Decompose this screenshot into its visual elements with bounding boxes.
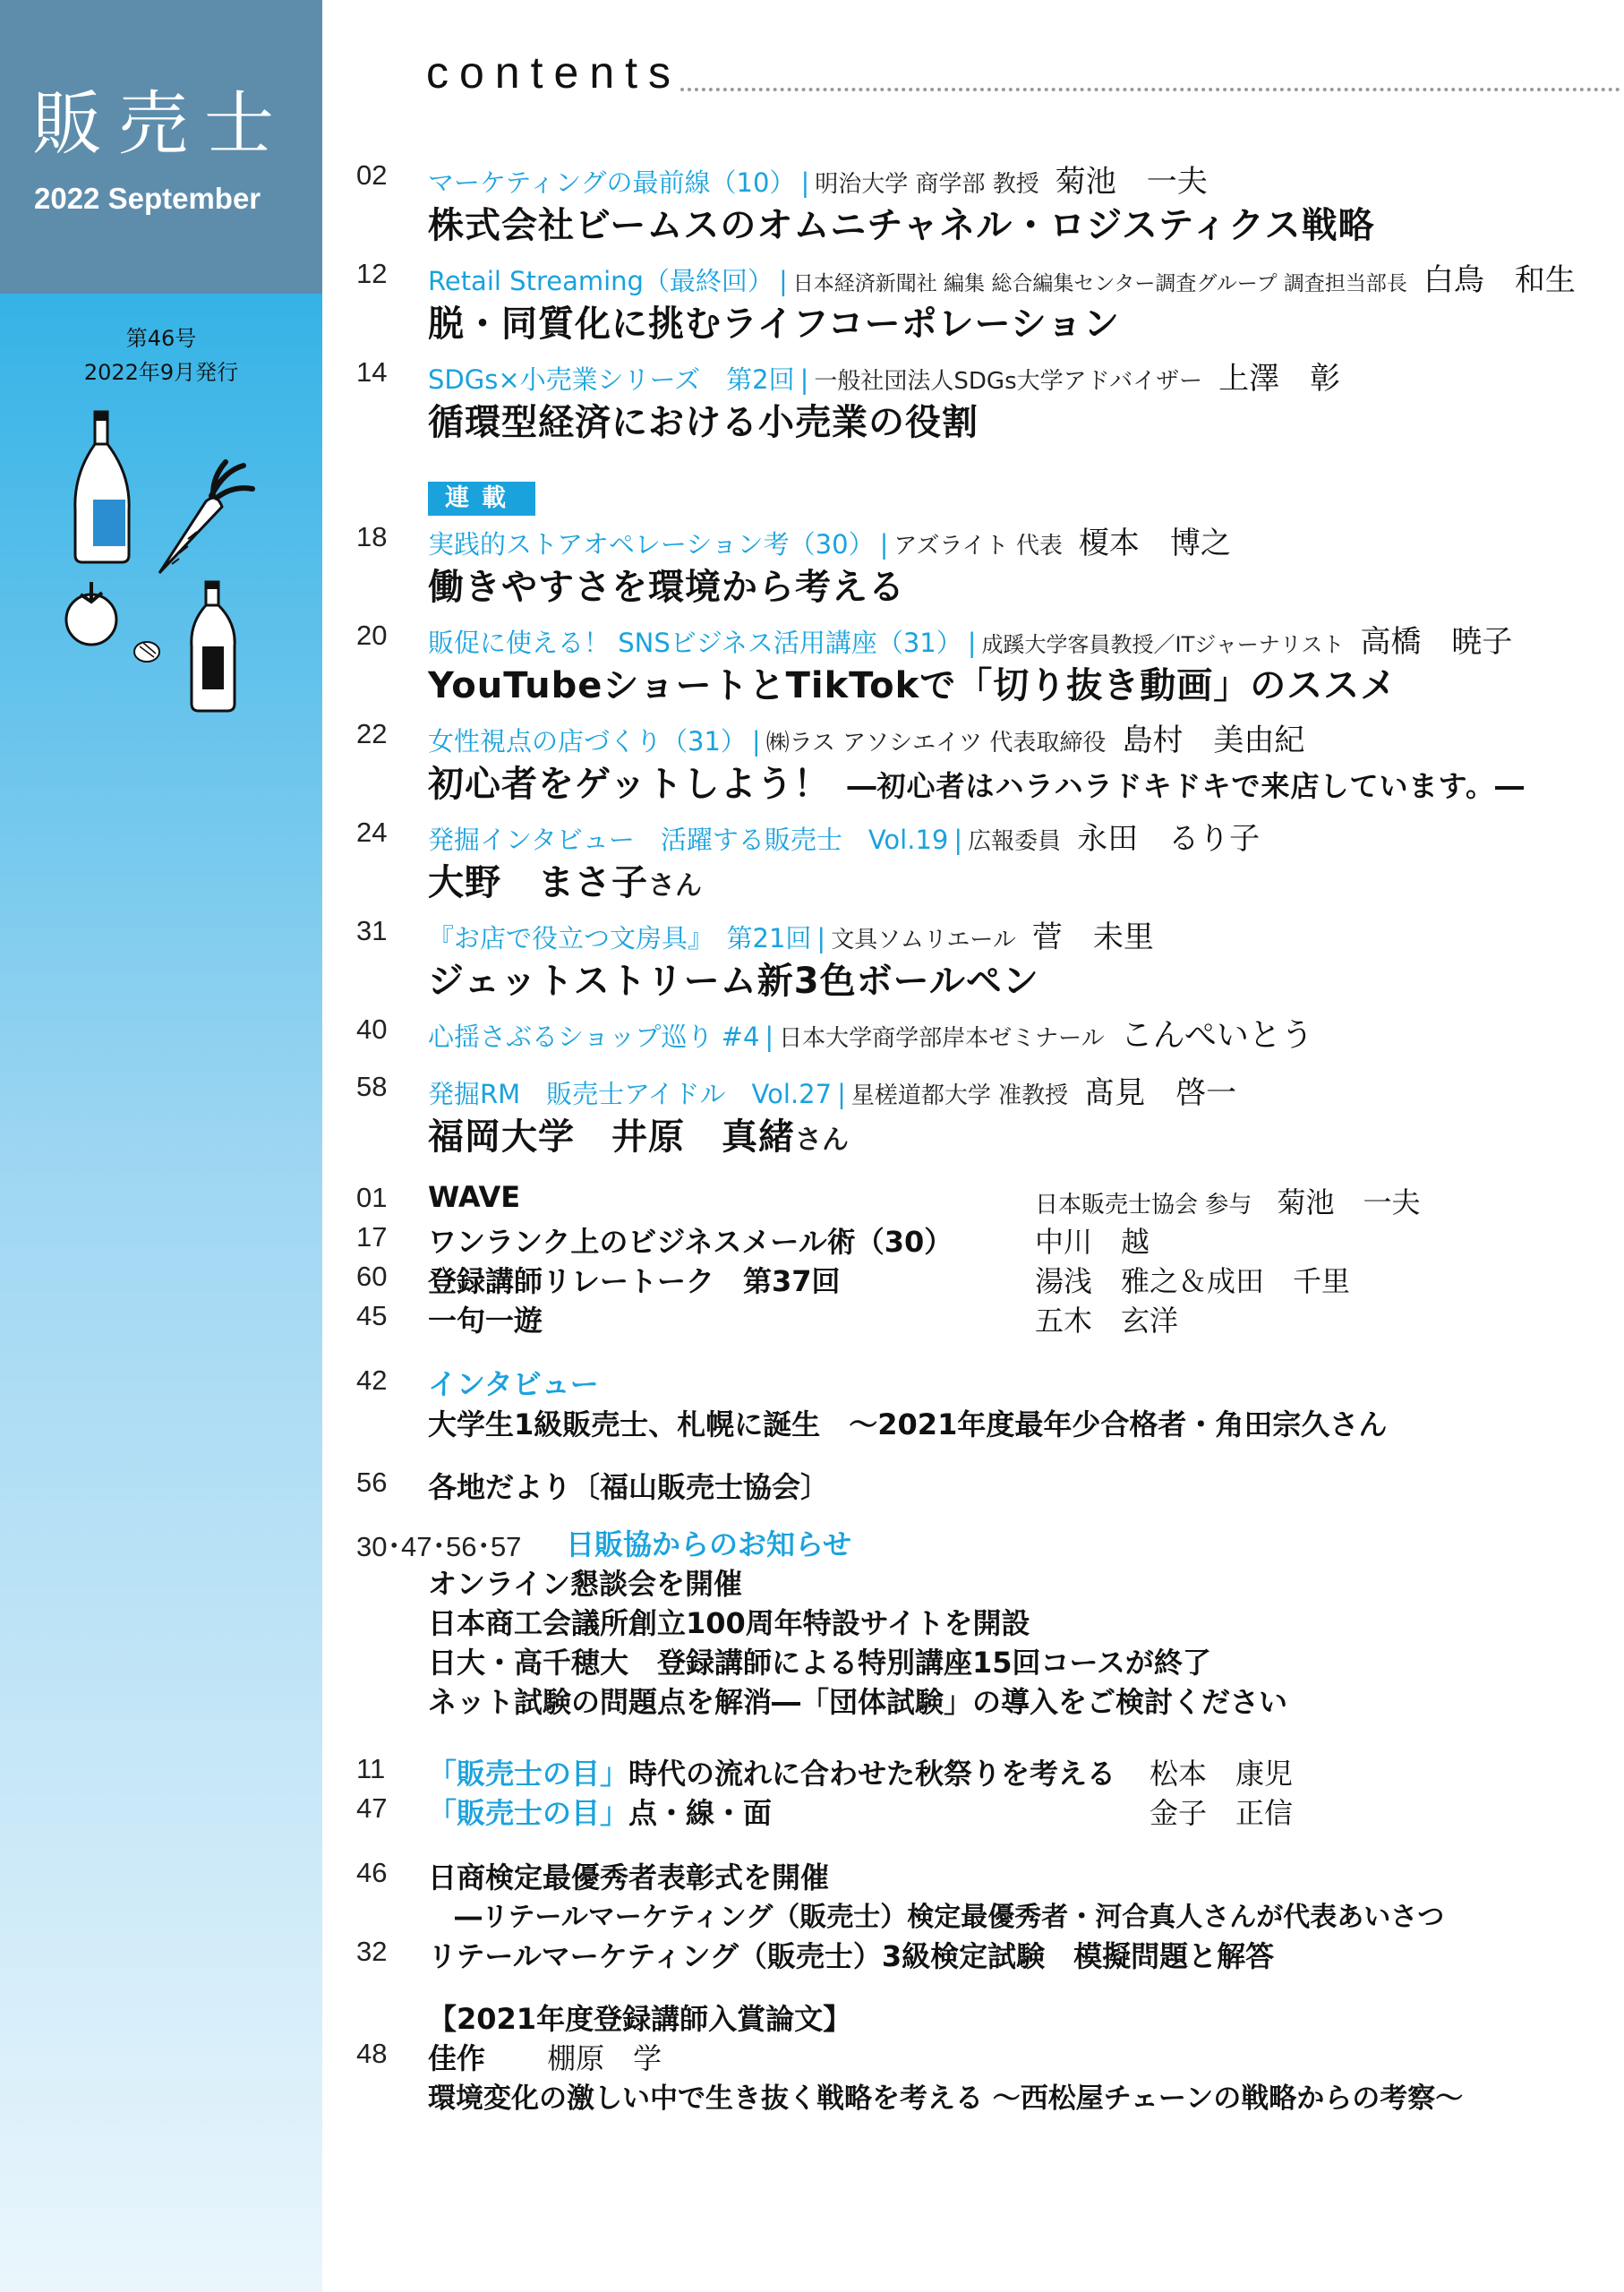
- article-title[interactable]: 日商検定最優秀者表彰式を開催: [428, 1860, 830, 1894]
- author: 島村 美由紀: [1122, 723, 1305, 758]
- article-title[interactable]: 環境変化の激しい中で生き抜く戦略を考える ～西松屋チェーンの戦略からの考察～: [428, 2082, 1464, 2115]
- affiliation: 日本販売士協会 参与: [1035, 1192, 1252, 1219]
- column-title[interactable]: ワンランク上のビジネスメール術（30）: [428, 1225, 953, 1259]
- series-name: 発掘RM 販売士アイドル Vol.27: [428, 1079, 833, 1109]
- affiliation: アズライト 代表: [893, 533, 1063, 560]
- page-number: 47: [356, 1792, 388, 1824]
- page-number: 22: [356, 718, 388, 749]
- issue-date: 2022年9月発行: [83, 360, 239, 385]
- page-number: 48: [356, 2038, 388, 2069]
- affiliation: 文具ソムリエール: [831, 927, 1016, 954]
- column-title: 点・線・面: [628, 1796, 773, 1830]
- issue-number: 第46号: [125, 326, 197, 351]
- column-title[interactable]: 登録講師リレートーク 第37回: [428, 1264, 841, 1298]
- author: 金子 正信: [1150, 1796, 1294, 1830]
- article-title[interactable]: YouTubeショートとTikTokで「切り抜き動画」のススメ: [428, 665, 1397, 706]
- award-rank: 佳作: [428, 2041, 486, 2075]
- article-meta: 『お店で役立つ文房具』 第21回 | 文具ソムリエール 菅 未里: [428, 919, 1154, 955]
- column-label: 「販売士の目」: [428, 1796, 629, 1830]
- page-number: 58: [356, 1071, 388, 1102]
- column-title[interactable]: 一句一遊: [428, 1304, 543, 1338]
- author: 上澤 彰: [1218, 361, 1341, 397]
- page-number: 46: [356, 1857, 388, 1888]
- article-title[interactable]: 大学生1級販売士、札幌に誕生 ～2021年度最年少合格者・角田宗久さん: [428, 1407, 1388, 1441]
- column-label: 「販売士の目」: [428, 1757, 629, 1791]
- grocery-illustration: [54, 403, 269, 725]
- article-title[interactable]: リテールマーケティング（販売士）3級検定試験 模擬問題と解答: [428, 1939, 1275, 1973]
- page-number: 14: [356, 356, 388, 388]
- page-number: 56: [356, 1467, 388, 1498]
- series-name: 販促に使える！ SNSビジネス活用講座（31）: [428, 628, 962, 658]
- article-title[interactable]: 株式会社ビームスのオムニチャネル・ロジスティクス戦略: [428, 205, 1375, 246]
- series-name: 『お店で役立つ文房具』 第21回: [428, 923, 812, 954]
- author: 永田 るり子: [1077, 821, 1261, 857]
- article-title[interactable]: 働きやすさを環境から考える: [428, 567, 905, 608]
- article-meta: 発掘RM 販売士アイドル Vol.27 | 星槎道都大学 准教授 髙見 啓一: [428, 1075, 1237, 1111]
- notice-item[interactable]: オンライン懇談会を開催: [428, 1567, 743, 1601]
- section-heading: 【2021年度登録講師入賞論文】: [428, 2002, 852, 2036]
- article-title: 大野 まさ子: [428, 862, 648, 903]
- affiliation: 一般社団法人SDGs大学アドバイザー: [814, 368, 1203, 395]
- affiliation: 成蹊大学客員教授／ITジャーナリスト: [981, 632, 1345, 657]
- article-title[interactable]: ジェットストリーム新3色ボールペン: [428, 961, 1039, 1002]
- series-name: マーケティングの最前線（10）: [428, 167, 796, 198]
- article-title: 福岡大学 井原 真緒: [428, 1116, 795, 1158]
- page-number: 31: [356, 915, 388, 946]
- author: 菊池 一夫: [1277, 1185, 1421, 1219]
- affiliation: 日本経済新聞社 編集 総合編集センター調査グループ 調査担当部長: [792, 272, 1407, 295]
- author: 五木 玄洋: [1035, 1304, 1179, 1338]
- column-author-row: [1035, 1180, 1420, 1221]
- notice-item[interactable]: ネット試験の問題点を解消―「団体試験」の導入をご検討ください: [428, 1685, 1288, 1719]
- article-title: 初心者をゲットしよう！: [428, 764, 831, 805]
- page-number: 30･47･56･57: [356, 1531, 522, 1562]
- tomato-icon: [66, 582, 116, 645]
- article-meta: マーケティングの最前線（10） | 明治大学 商学部 教授 菊池 一夫: [428, 164, 1208, 200]
- series-name: 発掘インタビュー 活躍する販売士 Vol.19: [428, 825, 949, 855]
- article-meta[interactable]: 心揺さぶるショップ巡り #4 | 日本大学商学部岸本ゼミナール こんぺいとう: [428, 1017, 1313, 1054]
- article-meta: 女性視点の店づくり（31） | ㈱ラス アソシエイツ 代表取締役 島村 美由紀: [428, 723, 1305, 758]
- column-title-row[interactable]: [428, 1791, 772, 1832]
- bottle-icon: [75, 412, 129, 562]
- sidebar: [0, 0, 322, 2292]
- magazine-date: 2022 September: [34, 182, 261, 215]
- article-meta: 発掘インタビュー 活躍する販売士 Vol.19 | 広報委員 永田 るり子: [428, 821, 1261, 857]
- honorific: さん: [648, 870, 702, 902]
- page-number: 12: [356, 258, 388, 289]
- author: 榎本 博之: [1078, 526, 1231, 561]
- page-number: 42: [356, 1364, 388, 1396]
- author: 松本 康児: [1150, 1757, 1294, 1791]
- series-name: SDGs×小売業シリーズ 第2回: [428, 364, 795, 395]
- article-title-row[interactable]: [428, 1108, 849, 1159]
- page-number: 18: [356, 521, 388, 552]
- article-title[interactable]: 循環型経済における小売業の役割: [428, 402, 979, 443]
- series-name: Retail Streaming（最終回）: [428, 266, 774, 296]
- article-meta: SDGs×小売業シリーズ 第2回 | 一般社団法人SDGs大学アドバイザー 上澤 彰: [428, 361, 1341, 397]
- article-title-row[interactable]: [428, 756, 1525, 807]
- author: 高橋 暁子: [1360, 624, 1513, 660]
- page-number: 02: [356, 159, 388, 191]
- carrot-icon: [159, 462, 252, 573]
- essay-rank-row: [428, 2036, 662, 2077]
- notice-item[interactable]: 日本商工会議所創立100周年特設サイトを開設: [428, 1606, 1030, 1640]
- author: 菊池 一夫: [1055, 164, 1208, 200]
- author: 棚原 学: [547, 2041, 662, 2075]
- page-number: 01: [356, 1182, 388, 1213]
- notice-item[interactable]: 日大・高千穂大 登録講師による特別講座15回コースが終了: [428, 1646, 1211, 1680]
- page-number: 45: [356, 1300, 388, 1331]
- page-number: 40: [356, 1013, 388, 1045]
- section-heading: 日販協からのお知らせ: [566, 1527, 852, 1561]
- article-meta: Retail Streaming（最終回） | 日本経済新聞社 編集 総合編集センター調査グループ 調査担当部長 白鳥 和生: [428, 262, 1576, 298]
- page-number: 17: [356, 1221, 388, 1253]
- bottle-icon: [192, 582, 235, 711]
- honorific: さん: [795, 1125, 849, 1156]
- serial-badge: 連載: [428, 482, 535, 516]
- section-heading: インタビュー: [428, 1367, 599, 1401]
- affiliation: ㈱ラス アソシエイツ 代表取締役: [765, 730, 1107, 757]
- author: 白鳥 和生: [1423, 262, 1576, 298]
- sidebar-header: [0, 0, 322, 294]
- column-title-row[interactable]: [428, 1751, 1115, 1792]
- affiliation: 日本大学商学部岸本ゼミナール: [779, 1025, 1105, 1052]
- magazine-title: 販売士: [32, 84, 291, 165]
- author: 中川 越: [1035, 1225, 1150, 1259]
- garlic-icon: [134, 642, 159, 662]
- page-number: 32: [356, 1936, 388, 1967]
- author: 菅 未里: [1031, 919, 1154, 955]
- article-meta: 販促に使える！ SNSビジネス活用講座（31） | 成蹊大学客員教授／ITジャーナリスト 高橋 暁子: [428, 624, 1513, 660]
- column-title[interactable]: WAVE: [428, 1180, 521, 1214]
- series-name: 女性視点の店づくり（31）: [428, 726, 747, 757]
- page-number: 24: [356, 817, 388, 848]
- affiliation: 広報委員: [968, 828, 1062, 855]
- contents-heading: contents: [426, 47, 682, 98]
- author: 髙見 啓一: [1084, 1075, 1237, 1111]
- author: 湯浅 雅之＆成田 千里: [1035, 1264, 1351, 1298]
- affiliation: 星槎道都大学 准教授: [850, 1082, 1069, 1109]
- article-subtitle: ―初心者はハラハラドキドキで来店しています。―: [847, 769, 1525, 803]
- dotted-rule: [680, 88, 1620, 91]
- series-name: 心揺さぶるショップ巡り #4: [428, 1022, 760, 1052]
- article-subtitle: ―リテールマーケティング（販売士）検定最優秀者・河合真人さんが代表あいさつ: [455, 1902, 1445, 1933]
- page-number: 11: [356, 1753, 386, 1784]
- page-number: 60: [356, 1261, 388, 1292]
- column-title: 時代の流れに合わせた秋祭りを考える: [628, 1757, 1116, 1791]
- article-title[interactable]: 各地だより〔福山販売士協会〕: [428, 1470, 830, 1504]
- article-title-row[interactable]: [428, 854, 702, 905]
- affiliation: 明治大学 商学部 教授: [815, 171, 1039, 198]
- article-title[interactable]: 脱・同質化に挑むライフコーポレーション: [428, 304, 1120, 345]
- article-meta: 実践的ストアオペレーション考（30） | アズライト 代表 榎本 博之: [428, 526, 1231, 561]
- page-number: 20: [356, 620, 388, 651]
- author: こんぺいとう: [1120, 1017, 1313, 1054]
- series-name: 実践的ストアオペレーション考（30）: [428, 529, 875, 560]
